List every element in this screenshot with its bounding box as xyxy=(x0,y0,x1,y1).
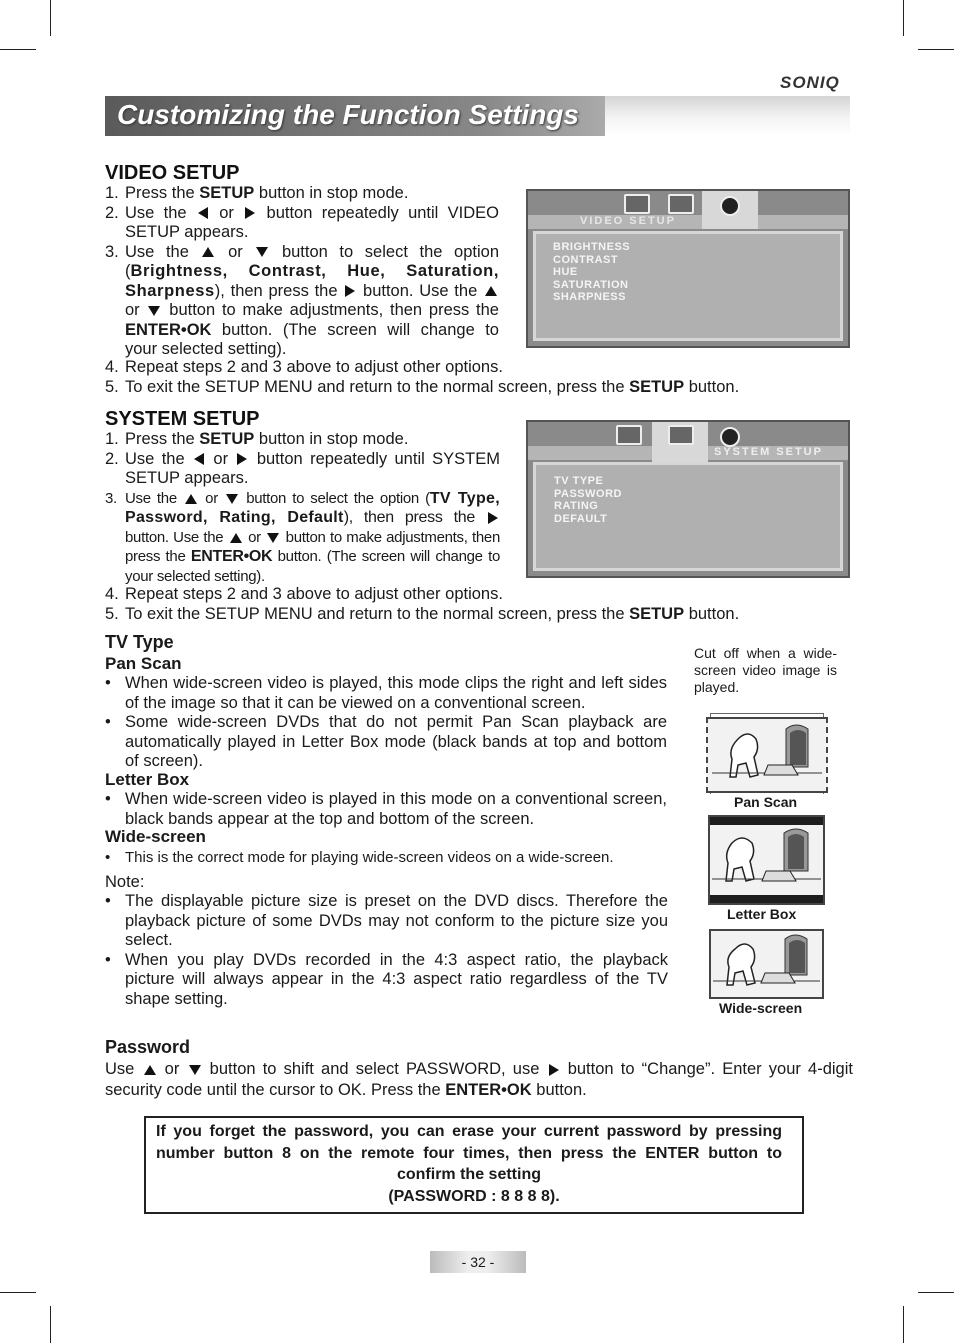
crop-mark xyxy=(918,1292,954,1293)
list-item: • When wide-screen video is played in this mode on a conventional screen, black bands appear at the top and bottom of the screen. xyxy=(105,790,667,828)
down-arrow-icon xyxy=(226,494,238,504)
pan-scan-illustration xyxy=(708,719,826,791)
figure-note: Cut off when a wide-screen video image is played. xyxy=(694,645,837,695)
tv-icon xyxy=(668,194,694,214)
options-panel xyxy=(533,462,843,571)
option: SHARPNESS xyxy=(553,291,626,303)
list-item: 2. Use the or button repeatedly until SYSTEM SETUP appears. xyxy=(105,449,500,487)
video-disc-icon xyxy=(720,196,740,216)
password-heading: Password xyxy=(105,1037,191,1057)
option: RATING xyxy=(554,500,599,512)
pan-scan-image xyxy=(706,717,828,793)
right-arrow-icon xyxy=(488,512,498,524)
video-disc-icon xyxy=(720,427,740,447)
list-item: • When you play DVDs recorded in the 4:3 aspect ratio, the playback picture will always appear in the 4:3 aspect ratio regardless of the TV shape setting. xyxy=(105,950,668,1008)
system-setup-steps xyxy=(105,430,500,586)
list-item: 3. Use the or button to select the option (Brightness, Contrast, Hue, Saturation, Sharpness), then press the button. Use the or button to make adjustments, then press the ENTER•OK button. (The screen will change to your selected setting). xyxy=(105,242,499,358)
page-title: Customizing the Function Settings xyxy=(117,99,579,130)
letter-box-heading: Letter Box xyxy=(105,770,190,789)
option: TV TYPE xyxy=(554,475,604,487)
pan-scan-list xyxy=(105,674,667,772)
down-arrow-icon xyxy=(189,1065,201,1075)
right-arrow-icon xyxy=(245,207,255,219)
video-setup-screen xyxy=(526,189,850,348)
crop-mark xyxy=(50,1306,51,1343)
crop-mark xyxy=(50,0,51,36)
wide-screen-list xyxy=(105,848,675,868)
wide-screen-caption: Wide-screen xyxy=(719,1000,803,1016)
letter-box-list xyxy=(105,790,667,829)
list-item: 2. Use the or button repeatedly until VIDEO SETUP appears. xyxy=(105,203,499,241)
up-arrow-icon xyxy=(185,494,197,504)
option: PASSWORD xyxy=(554,487,622,500)
up-arrow-icon xyxy=(230,533,242,543)
list-item: 4. Repeat steps 2 and 3 above to adjust other options. xyxy=(105,358,503,376)
system-setup-screen xyxy=(526,420,850,578)
list-item: • Some wide-screen DVDs that do not permit Pan Scan playback are automatically played in Letter Box mode (black bands at top and bottom of screen). xyxy=(105,713,667,770)
down-arrow-icon xyxy=(267,533,279,543)
crop-mark xyxy=(918,49,954,50)
crop-mark xyxy=(0,49,36,50)
list-item: 5. To exit the SETUP MENU and return to the normal screen, press the SETUP button. xyxy=(105,604,740,623)
list-item: 1. Press the SETUP button in stop mode. xyxy=(105,430,409,448)
pan-scan-caption: Pan Scan xyxy=(734,794,798,810)
crop-mark xyxy=(903,0,904,36)
option: HUE xyxy=(553,266,578,278)
option: BRIGHTNESS xyxy=(553,241,631,253)
left-arrow-icon xyxy=(194,453,204,465)
page-number: - 32 - xyxy=(430,1251,526,1273)
crop-mark xyxy=(903,1306,904,1343)
right-arrow-icon xyxy=(345,285,355,297)
brand-logo: SONIQ xyxy=(780,73,840,92)
down-arrow-icon xyxy=(256,247,268,257)
password-instructions: Use or button to shift and select PASSWORD, use button to “Change”. Enter your 4-digit security code until the cursor to OK. Press the ENTER•OK button. xyxy=(105,1060,853,1099)
menu-bar xyxy=(528,215,848,229)
pan-scan-heading: Pan Scan xyxy=(105,654,182,673)
up-arrow-icon xyxy=(144,1065,156,1075)
screen-title: VIDEO SETUP xyxy=(580,215,676,227)
left-arrow-icon xyxy=(198,207,208,219)
letter-box-illustration xyxy=(710,817,823,903)
tv-type-heading: TV Type xyxy=(105,632,174,652)
wide-screen-heading: Wide-screen xyxy=(105,827,206,846)
video-setup-steps xyxy=(105,184,499,360)
notice-code: (PASSWORD : 8 8 8 8). xyxy=(388,1187,560,1205)
letter-box-image xyxy=(708,815,825,905)
list-item: 3. Use the or button to select the option (TV Type, Password, Rating, Default), then press the button. Use the or button to make adjustments, then press the ENTER•OK button. (The screen will change to your selected setting). xyxy=(105,489,500,585)
up-arrow-icon xyxy=(202,247,214,257)
list-item: 4. Repeat steps 2 and 3 above to adjust other options. xyxy=(105,585,503,603)
list-item: 5. To exit the SETUP MENU and return to the normal screen, press the SETUP button. xyxy=(105,377,740,396)
user-icon xyxy=(616,425,642,445)
system-setup-steps-cont xyxy=(105,585,865,624)
video-setup-heading: VIDEO SETUP xyxy=(105,162,240,184)
down-arrow-icon xyxy=(148,306,160,316)
options-panel xyxy=(533,231,843,341)
note-list xyxy=(105,892,668,1009)
video-setup-steps-cont xyxy=(105,358,865,397)
crop-mark xyxy=(0,1292,36,1293)
up-arrow-icon xyxy=(485,286,497,296)
wide-screen-image xyxy=(709,929,824,999)
tv-icon xyxy=(668,425,694,445)
list-item: 1. Press the SETUP button in stop mode. xyxy=(105,184,409,202)
notice-text: If you forget the password, you can erase your current password by pressing number button 8 on the remote four times, then press the ENTER button to confirm the setting xyxy=(156,1123,782,1183)
letter-box-caption: Letter Box xyxy=(727,906,797,922)
right-arrow-icon xyxy=(237,453,247,465)
option: CONTRAST xyxy=(553,253,619,266)
user-icon xyxy=(624,194,650,214)
option: SATURATION xyxy=(553,278,629,291)
right-arrow-icon xyxy=(549,1064,559,1076)
password-notice-box xyxy=(144,1116,804,1214)
list-item: • This is the correct mode for playing wide-screen videos on a wide-screen. xyxy=(105,849,614,866)
note-label: Note: xyxy=(105,873,145,891)
list-item: • When wide-screen video is played, this mode clips the right and left sides of the image so that it can be viewed on a conventional screen. xyxy=(105,674,667,712)
option: DEFAULT xyxy=(554,512,608,525)
list-item: • The displayable picture size is preset on the DVD discs. Therefore the playback picture of some DVDs may not conform to the picture size you select. xyxy=(105,892,668,949)
system-setup-heading: SYSTEM SETUP xyxy=(105,408,260,430)
wide-screen-illustration xyxy=(711,931,822,997)
screen-title: SYSTEM SETUP xyxy=(714,446,823,458)
